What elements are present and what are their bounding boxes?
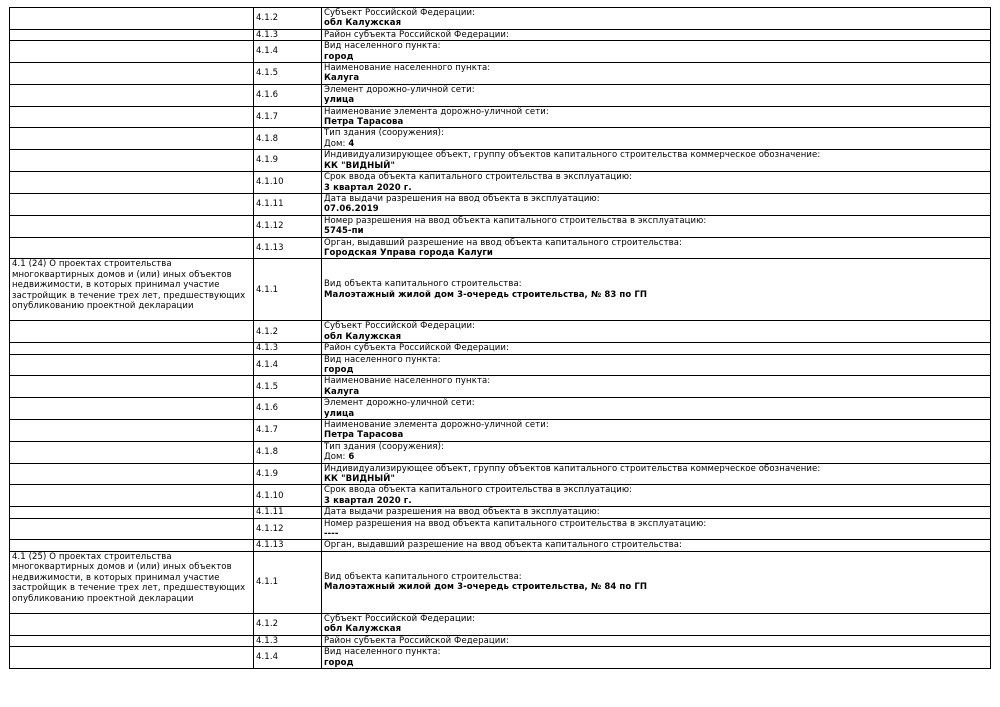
section-cell [10,84,254,106]
item-number: 4.1.13 [254,540,322,551]
section-title: 4.1 (24) О проектах строительства многоквартирных домов и (или) иных объектов недвижимости, в которых принимал участие застройщик в течение трех лет, предшествующих опубликованию проектной декларации [12,259,246,311]
item-number: 4.1.7 [254,420,322,442]
table-row [10,128,991,150]
item-number: 4.1.12 [254,215,322,237]
item-value: Петра Тарасова [324,430,404,441]
item-number: 4.1.8 [254,128,322,150]
item-number: 4.1.6 [254,84,322,106]
item-label: Вид населенного пункта: [324,647,441,658]
section-cell [10,259,254,321]
section-cell [10,647,254,669]
item-label: Район субъекта Российской Федерации: [324,29,510,40]
item-value: Малоэтажный жилой дом 3-очередь строительства, № 83 по ГП [324,289,648,300]
building-number: 4 [348,138,355,149]
table-row [10,635,991,646]
item-content [322,128,991,150]
section-cell [10,193,254,215]
item-label: Орган, выдавший разрешение на ввод объекта капитального строительства: [324,540,683,551]
section-cell [10,485,254,507]
item-label: Район субъекта Российской Федерации: [324,635,510,646]
item-label: Наименование элемента дорожно-уличной сети: [324,106,549,117]
section-cell [10,635,254,646]
item-number: 4.1.11 [254,507,322,518]
declaration-table [9,7,991,669]
item-number: 4.1.8 [254,441,322,463]
item-content [322,321,991,343]
item-label: Номер разрешения на ввод объекта капитального строительства в эксплуатацию: [324,215,707,226]
item-label: Элемент дорожно-уличной сети: [324,398,475,409]
table-row [10,420,991,442]
item-label: Вид объекта капитального строительства: [324,571,522,582]
item-number: 4.1.1 [254,551,322,613]
item-value: ---- [324,529,339,540]
item-content [322,551,991,613]
item-number: 4.1.3 [254,29,322,40]
table-row [10,398,991,420]
item-content [322,376,991,398]
table-row [10,8,991,30]
item-number: 4.1.13 [254,237,322,259]
section-cell [10,441,254,463]
section-cell [10,551,254,613]
item-value: улица [324,95,355,106]
item-content [322,237,991,259]
table-row [10,507,991,518]
table-row [10,518,991,540]
item-label: Район субъекта Российской Федерации: [324,343,510,354]
section-cell [10,150,254,172]
item-number: 4.1.5 [254,376,322,398]
item-content [322,172,991,194]
section-cell [10,106,254,128]
item-number: 4.1.5 [254,63,322,85]
table-row [10,441,991,463]
section-cell [10,507,254,518]
item-number: 4.1.1 [254,259,322,321]
item-value: город [324,51,354,62]
item-number: 4.1.12 [254,518,322,540]
item-value: 3 квартал 2020 г. [324,495,412,506]
item-value: город [324,364,354,375]
item-number: 4.1.10 [254,172,322,194]
table-row [10,551,991,613]
item-content [322,150,991,172]
item-content [322,613,991,635]
section-cell [10,29,254,40]
section-cell [10,321,254,343]
item-label: Вид объекта капитального строительства: [324,279,522,290]
item-number: 4.1.2 [254,8,322,30]
section-cell [10,63,254,85]
section-cell [10,398,254,420]
item-label: Дата выдачи разрешения на ввод объекта в эксплуатацию: [324,193,600,204]
section-cell [10,354,254,376]
section-cell [10,463,254,485]
item-content [322,8,991,30]
building-number: 6 [348,452,355,463]
item-value: улица [324,408,355,419]
section-cell [10,215,254,237]
item-content [322,193,991,215]
item-value: 5745-пи [324,226,364,237]
item-number: 4.1.10 [254,485,322,507]
item-content [322,540,991,551]
building-line [324,139,988,149]
item-content [322,518,991,540]
item-content [322,63,991,85]
table-row [10,63,991,85]
table-row [10,259,991,321]
item-label: Индивидуализирующее объект, группу объектов капитального строительства коммерческое обозначение: [324,463,821,474]
section-cell [10,41,254,63]
table-row [10,150,991,172]
item-number: 4.1.11 [254,193,322,215]
item-value: Городская Управа города Калуги [324,247,493,258]
item-number: 4.1.9 [254,463,322,485]
item-content [322,259,991,321]
item-number: 4.1.2 [254,613,322,635]
table-row [10,84,991,106]
item-label: Тип здания (сооружения): [324,128,444,139]
item-label: Вид населенного пункта: [324,41,441,52]
item-content [322,354,991,376]
item-label: Субъект Российской Федерации: [324,321,476,332]
section-cell [10,540,254,551]
table-row [10,193,991,215]
table-row [10,106,991,128]
item-value: 07.06.2019 [324,204,379,215]
item-label: Субъект Российской Федерации: [324,8,476,18]
item-number: 4.1.3 [254,635,322,646]
item-content [322,41,991,63]
section-cell [10,518,254,540]
item-number: 4.1.3 [254,343,322,354]
table-row [10,463,991,485]
section-cell [10,376,254,398]
item-number: 4.1.2 [254,321,322,343]
item-content [322,507,991,518]
item-number: 4.1.4 [254,41,322,63]
item-content [322,106,991,128]
item-value: Калуга [324,73,360,84]
item-content [322,215,991,237]
item-value: Петра Тарасова [324,117,404,128]
item-number: 4.1.6 [254,398,322,420]
section-title: 4.1 (25) О проектах строительства многоквартирных домов и (или) иных объектов недвижимости, в которых принимал участие застройщик в течение трех лет, предшествующих опубликованию проектной декларации [12,551,246,604]
item-number: 4.1.4 [254,647,322,669]
table-row [10,540,991,551]
item-content [322,463,991,485]
item-value: 3 квартал 2020 г. [324,182,412,193]
item-label: Наименование элемента дорожно-уличной сети: [324,420,549,430]
table-row [10,613,991,635]
item-label: Элемент дорожно-уличной сети: [324,84,475,95]
item-content [322,29,991,40]
item-label: Вид населенного пункта: [324,354,441,365]
item-content [322,343,991,354]
item-number: 4.1.9 [254,150,322,172]
building-line [324,452,988,462]
item-value: город [324,657,354,668]
item-content [322,647,991,669]
item-content [322,441,991,463]
section-cell [10,128,254,150]
item-content [322,635,991,646]
table-row [10,321,991,343]
item-value: Малоэтажный жилой дом 3-очередь строительства, № 84 по ГП [324,582,648,593]
item-value: обл Калужская [324,624,402,635]
section-cell [10,613,254,635]
table-row [10,343,991,354]
item-number: 4.1.4 [254,354,322,376]
section-cell [10,172,254,194]
item-value: КК "ВИДНЫЙ" [324,474,396,485]
item-label: Наименование населенного пункта: [324,63,491,74]
item-content [322,485,991,507]
item-label: Срок ввода объекта капитального строительства в эксплуатацию: [324,485,633,496]
table-row [10,237,991,259]
item-value: обл Калужская [324,331,402,342]
table-row [10,29,991,40]
table-row [10,172,991,194]
item-label: Субъект Российской Федерации: [324,613,476,624]
table-row [10,215,991,237]
item-value: КК "ВИДНЫЙ" [324,160,396,171]
building-prefix: Дом: [324,452,349,463]
item-label: Срок ввода объекта капитального строительства в эксплуатацию: [324,172,633,183]
item-label: Тип здания (сооружения): [324,441,444,452]
building-prefix: Дом: [324,138,349,149]
item-label: Дата выдачи разрешения на ввод объекта в эксплуатацию: [324,507,600,518]
table-row [10,41,991,63]
item-label: Наименование населенного пункта: [324,376,491,387]
item-label: Индивидуализирующее объект, группу объектов капитального строительства коммерческое обозначение: [324,150,821,161]
item-number: 4.1.7 [254,106,322,128]
item-content [322,84,991,106]
item-label: Номер разрешения на ввод объекта капитального строительства в эксплуатацию: [324,518,707,529]
item-value: обл Калужская [324,18,402,29]
table-row [10,376,991,398]
item-content [322,398,991,420]
section-cell [10,420,254,442]
table-row [10,354,991,376]
table-row [10,485,991,507]
section-cell [10,237,254,259]
item-value: Калуга [324,386,360,397]
item-content [322,420,991,442]
section-cell [10,8,254,30]
table-row [10,647,991,669]
item-label: Орган, выдавший разрешение на ввод объекта капитального строительства: [324,237,683,248]
section-cell [10,343,254,354]
